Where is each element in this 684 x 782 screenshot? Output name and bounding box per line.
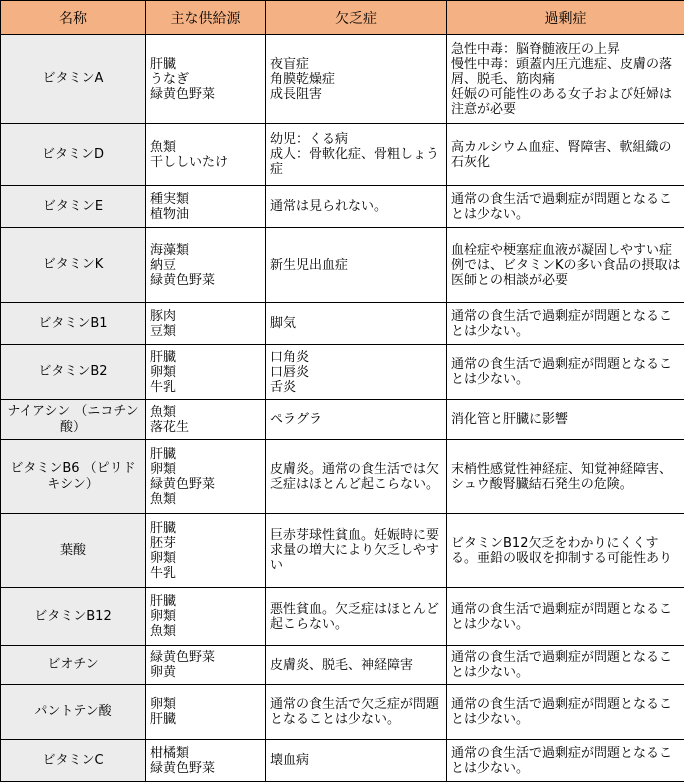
excess-cell: 急性中毒：脳脊髄液圧の上昇 慢性中毒：頭蓋内圧亢進症、皮膚の落屑、脱毛、筋肉痛 妊娠の可能性のある女子および妊婦は注意が必要 [447, 35, 684, 124]
excess-cell: 消化管と肝臓に影響 [447, 400, 684, 440]
table-row [1, 514, 684, 588]
sources-cell: 豚肉 豆類 [146, 303, 266, 345]
table-row [1, 345, 684, 400]
header-sources: 主な供給源 [146, 1, 266, 35]
sources-cell: 卵類 肝臓 [146, 685, 266, 740]
table-row [1, 186, 684, 228]
vitamin-name-cell: ビタミンB12 [1, 588, 146, 646]
deficiency-cell: ペラグラ [266, 400, 447, 440]
table-row [1, 35, 684, 124]
excess-cell: 末梢性感覚性神経症、知覚神経障害、シュウ酸腎臓結石発生の危険。 [447, 440, 684, 514]
header-deficiency: 欠乏症 [266, 1, 447, 35]
vitamin-name-cell: ビオチン [1, 646, 146, 685]
vitamin-name-cell: ビタミンB6 （ピリドキシン） [1, 440, 146, 514]
sources-cell: 肝臓 卵類 魚類 [146, 588, 266, 646]
table-row [1, 400, 684, 440]
table-row [1, 124, 684, 186]
excess-cell: ビタミンB12欠乏をわかりにくくする。亜鉛の吸収を抑制する可能性あり [447, 514, 684, 588]
excess-cell: 通常の食生活で過剰症が問題となることは少ない。 [447, 303, 684, 345]
sources-cell: 肝臓 うなぎ 緑黄色野菜 [146, 35, 266, 124]
excess-cell: 血栓症や梗塞症血液が凝固しやすい症例では、ビタミンKの多い食品の摂取は医師との相談が必要 [447, 228, 684, 303]
sources-cell: 魚類 干ししいたけ [146, 124, 266, 186]
sources-cell: 肝臓 胚芽 卵類 牛乳 [146, 514, 266, 588]
vitamin-name-cell: ビタミンC [1, 740, 146, 782]
deficiency-cell: 新生児出血症 [266, 228, 447, 303]
deficiency-cell: 幼児：くる病 成人：骨軟化症、骨粗しょう症 [266, 124, 447, 186]
excess-cell: 通常の食生活で過剰症が問題となることは少ない。 [447, 345, 684, 400]
sources-cell: 肝臓 卵類 緑黄色野菜 魚類 [146, 440, 266, 514]
header-excess: 過剰症 [447, 1, 684, 35]
table-row [1, 303, 684, 345]
excess-cell: 通常の食生活で過剰症が問題となることは少ない。 [447, 646, 684, 685]
deficiency-cell: 皮膚炎。通常の食生活では欠乏症はほとんど起こらない。 [266, 440, 447, 514]
vitamin-name-cell: ナイアシン （ニコチン酸） [1, 400, 146, 440]
vitamin-name-cell: ビタミンB1 [1, 303, 146, 345]
table-row [1, 588, 684, 646]
excess-cell: 高カルシウム血症、腎障害、軟組織の石灰化 [447, 124, 684, 186]
vitamin-name-cell: ビタミンD [1, 124, 146, 186]
table-row [1, 440, 684, 514]
vitamin-name-cell: ビタミンK [1, 228, 146, 303]
sources-cell: 肝臓 卵類 牛乳 [146, 345, 266, 400]
deficiency-cell: 脚気 [266, 303, 447, 345]
excess-cell: 通常の食生活で過剰症が問題となることは少ない。 [447, 588, 684, 646]
deficiency-cell: 悪性貧血。欠乏症はほとんど起こらない。 [266, 588, 447, 646]
deficiency-cell: 通常の食生活で欠乏症が問題となることは少ない。 [266, 685, 447, 740]
deficiency-cell: 通常は見られない。 [266, 186, 447, 228]
sources-cell: 海藻類 納豆 緑黄色野菜 [146, 228, 266, 303]
deficiency-cell: 巨赤芽球性貧血。妊娠時に要求量の増大により欠乏しやすい [266, 514, 447, 588]
deficiency-cell: 口角炎 口唇炎 舌炎 [266, 345, 447, 400]
table-row [1, 646, 684, 685]
vitamin-name-cell: パントテン酸 [1, 685, 146, 740]
deficiency-cell: 夜盲症 角膜乾燥症 成長阻害 [266, 35, 447, 124]
sources-cell: 柑橘類 緑黄色野菜 [146, 740, 266, 782]
table-row [1, 740, 684, 782]
vitamin-name-cell: 葉酸 [1, 514, 146, 588]
deficiency-cell: 皮膚炎、脱毛、神経障害 [266, 646, 447, 685]
excess-cell: 通常の食生活で過剰症が問題となることは少ない。 [447, 186, 684, 228]
excess-cell: 通常の食生活で過剰症が問題となることは少ない。 [447, 740, 684, 782]
header-name: 名称 [1, 1, 146, 35]
sources-cell: 種実類 植物油 [146, 186, 266, 228]
vitamin-name-cell: ビタミンE [1, 186, 146, 228]
excess-cell: 通常の食生活で過剰症が問題となることは少ない。 [447, 685, 684, 740]
deficiency-cell: 壊血病 [266, 740, 447, 782]
table-row [1, 228, 684, 303]
vitamin-name-cell: ビタミンA [1, 35, 146, 124]
header-row [1, 1, 684, 35]
table-row [1, 685, 684, 740]
sources-cell: 緑黄色野菜 卵黄 [146, 646, 266, 685]
vitamin-name-cell: ビタミンB2 [1, 345, 146, 400]
sources-cell: 魚類 落花生 [146, 400, 266, 440]
